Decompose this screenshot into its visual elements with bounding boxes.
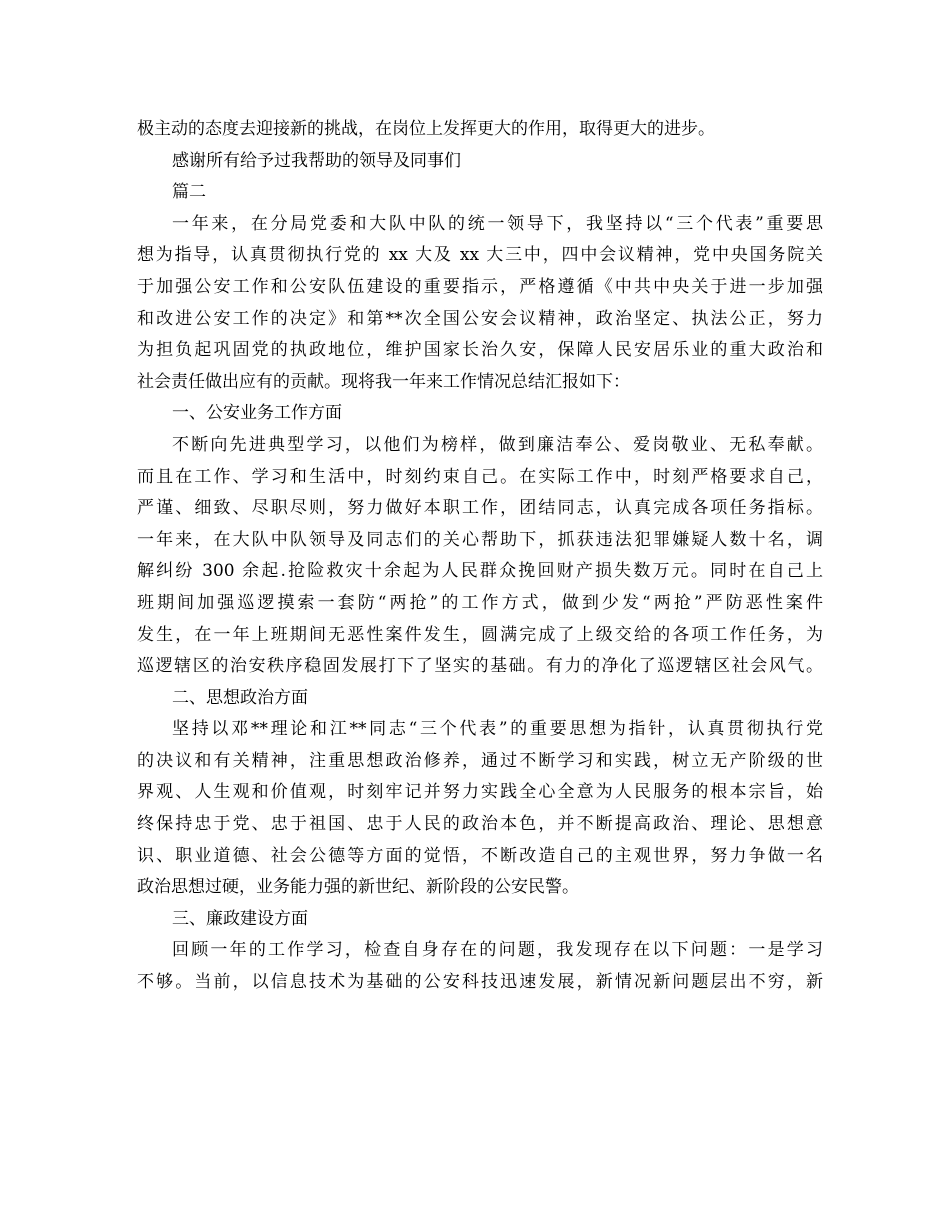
section-heading: 一、公安业务工作方面 — [172, 403, 342, 424]
paragraph-line: 坚持以邓**理论和江**同志“三个代表”的重要思想为指针，认真贯彻执行党 — [172, 719, 823, 740]
paragraph-line: 为担负起巩固党的执政地位，维护国家长治久安，保障人民安居乐业的重大政治和 — [137, 340, 823, 361]
closing-line: 感谢所有给予过我帮助的领导及同事们 — [172, 150, 461, 171]
paragraph-line: 而且在工作、学习和生活中，时刻约束自己。在实际工作中，时刻严格要求自己， — [137, 466, 823, 487]
paragraph-line: 严谨、细致、尽职尽则，努力做好本职工作，团结同志，认真完成各项任务指标。 — [137, 498, 823, 519]
paragraph-line: 想为指导，认真贯彻执行党的 xx 大及 xx 大三中，四中会议精神，党中央国务院关 — [137, 245, 823, 266]
section-heading: 二、思想政治方面 — [172, 687, 308, 708]
paragraph-line: 回顾一年的工作学习，检查自身存在的问题，我发现存在以下问题：一是学习 — [172, 940, 823, 961]
paragraph-line: 发生，在一年上班期间无恶性案件发生，圆满完成了上级交给的各项工作任务，为 — [137, 624, 823, 645]
paragraph-line: 一年来，在大队中队领导及同志们的关心帮助下，抓获违法犯罪嫌疑人数十名，调 — [137, 529, 823, 550]
paragraph-line: 解纠纷 300 余起.抢险救灾十余起为人民群众挽回财产损失数万元。同时在自己上 — [137, 561, 823, 582]
paragraph-line: 不够。当前，以信息技术为基础的公安科技迅速发展，新情况新问题层出不穷，新 — [137, 972, 823, 993]
paragraph-line: 不断向先进典型学习，以他们为榜样，做到廉洁奉公、爱岗敬业、无私奉献。 — [172, 434, 823, 455]
paragraph-line: 识、职业道德、社会公德等方面的觉悟，不断改造自己的主观世界，努力争做一名 — [137, 845, 823, 866]
paragraph-line: 政治思想过硬，业务能力强的新世纪、新阶段的公安民警。 — [137, 877, 579, 898]
section-title: 篇二 — [172, 182, 206, 203]
paragraph-line: 界观、人生观和价值观，时刻牢记并努力实践全心全意为人民服务的根本宗旨，始 — [137, 782, 823, 803]
paragraph-line: 终保持忠于党、忠于祖国、忠于人民的政治本色，并不断提高政治、理论、思想意 — [137, 814, 823, 835]
paragraph-line: 巡逻辖区的治安秩序稳固发展打下了坚实的基础。有力的净化了巡逻辖区社会风气。 — [137, 656, 823, 677]
paragraph-line: 和改进公安工作的决定》和第**次全国公安会议精神，政治坚定、执法公正，努力 — [137, 308, 823, 329]
paragraph-line: 社会责任做出应有的贡献。现将我一年来工作情况总结汇报如下： — [137, 371, 630, 392]
paragraph-line: 的决议和有关精神，注重思想政治修养，通过不断学习和实践，树立无产阶级的世 — [137, 750, 823, 771]
paragraph-line: 班期间加强巡逻摸索一套防“两抢”的工作方式，做到少发“两抢”严防恶性案件 — [137, 592, 823, 613]
paragraph-line: 一年来，在分局党委和大队中队的统一领导下，我坚持以“三个代表”重要思 — [172, 213, 823, 234]
text-line: 极主动的态度去迎接新的挑战，在岗位上发挥更大的作用，取得更大的进步。 — [137, 119, 715, 139]
section-heading: 三、廉政建设方面 — [172, 908, 308, 929]
paragraph-line: 于加强公安工作和公安队伍建设的重要指示，严格遵循《中共中央关于进一步加强 — [137, 276, 823, 297]
document-page — [137, 114, 823, 999]
